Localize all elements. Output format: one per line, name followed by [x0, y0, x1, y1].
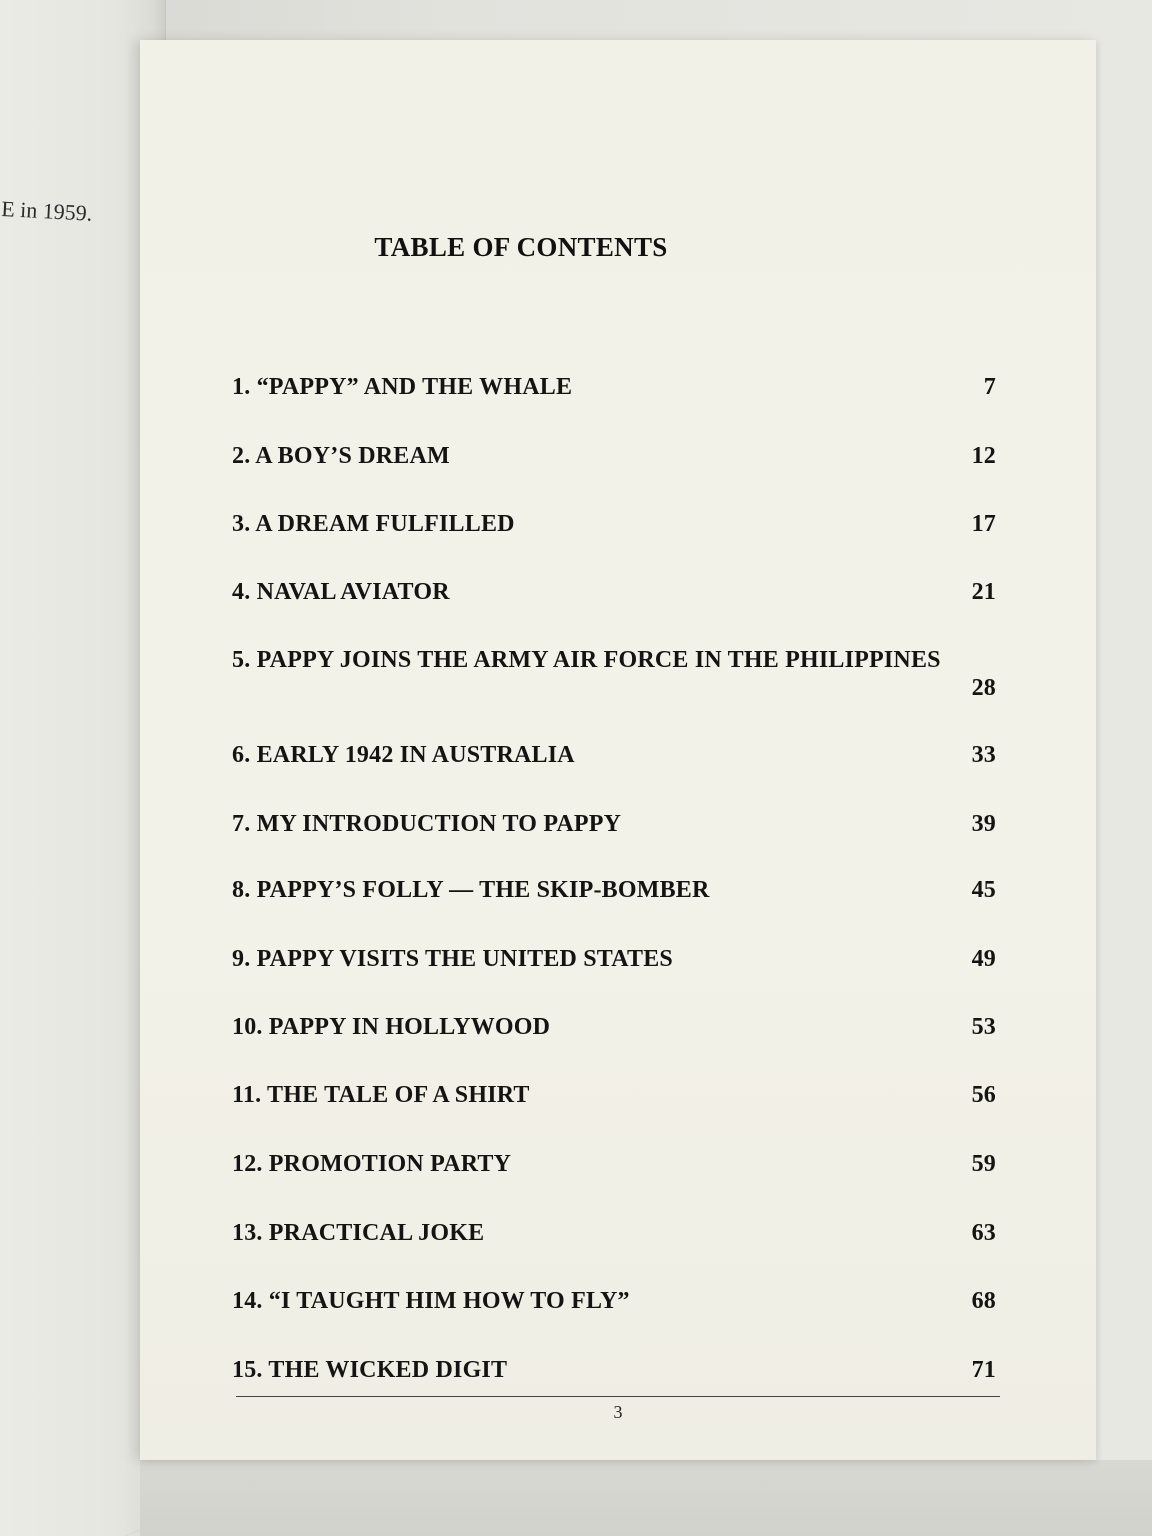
left-page-text-fragment: E in 1959.: [0, 196, 93, 226]
toc-entry-title: 11. THE TALE OF A SHIRT: [232, 1082, 530, 1108]
toc-entry-page: 56: [971, 1082, 996, 1108]
toc-entry-page: 45: [971, 877, 996, 903]
toc-entry-title: 9. PAPPY VISITS THE UNITED STATES: [232, 946, 673, 972]
toc-entry-title: 7. MY INTRODUCTION TO PAPPY: [232, 811, 622, 837]
toc-entry-title: 13. PRACTICAL JOKE: [232, 1220, 485, 1246]
toc-entry-title: 5. PAPPY JOINS THE ARMY AIR FORCE IN THE PHILIPPINES: [232, 647, 941, 673]
toc-entry-title: 12. PROMOTION PARTY: [232, 1151, 512, 1177]
toc-entry-title: 2. A BOY’S DREAM: [232, 443, 450, 469]
page-number: 3: [613, 1402, 623, 1422]
toc-entry-title: 14. “I TAUGHT HIM HOW TO FLY”: [232, 1288, 630, 1314]
toc-entry-page: 21: [971, 579, 996, 605]
page-title: TABLE OF CONTENTS: [374, 232, 668, 262]
toc-entry-page: 59: [971, 1151, 996, 1177]
toc-entry-title: 3. A DREAM FULFILLED: [232, 511, 515, 537]
toc-entry-page: 28: [971, 675, 996, 701]
table-surface: [140, 1460, 1152, 1536]
toc-entry-page: 17: [971, 511, 996, 537]
toc-entry-title: 1. “PAPPY” AND THE WHALE: [232, 374, 573, 400]
toc-entry-title: 8. PAPPY’S FOLLY — THE SKIP-BOMBER: [232, 877, 710, 903]
toc-entry-page: 63: [971, 1220, 996, 1246]
toc-entry-title: 6. EARLY 1942 IN AUSTRALIA: [232, 742, 575, 768]
toc-entry-page: 39: [971, 811, 996, 837]
toc-entry-page: 68: [971, 1288, 996, 1314]
toc-entry-page: 33: [971, 742, 996, 768]
toc-entry-page: 71: [971, 1357, 996, 1383]
toc-entry-page: 53: [971, 1014, 996, 1040]
toc-entry-title: 15. THE WICKED DIGIT: [232, 1357, 508, 1383]
toc-entry-page: 7: [983, 374, 996, 400]
toc-entry-page: 49: [971, 946, 996, 972]
toc-entry-page: 12: [971, 443, 996, 469]
footer-divider: [236, 1396, 1000, 1397]
toc-entry-title: 10. PAPPY IN HOLLYWOOD: [232, 1014, 551, 1040]
toc-entry-title: 4. NAVAL AVIATOR: [232, 579, 450, 605]
